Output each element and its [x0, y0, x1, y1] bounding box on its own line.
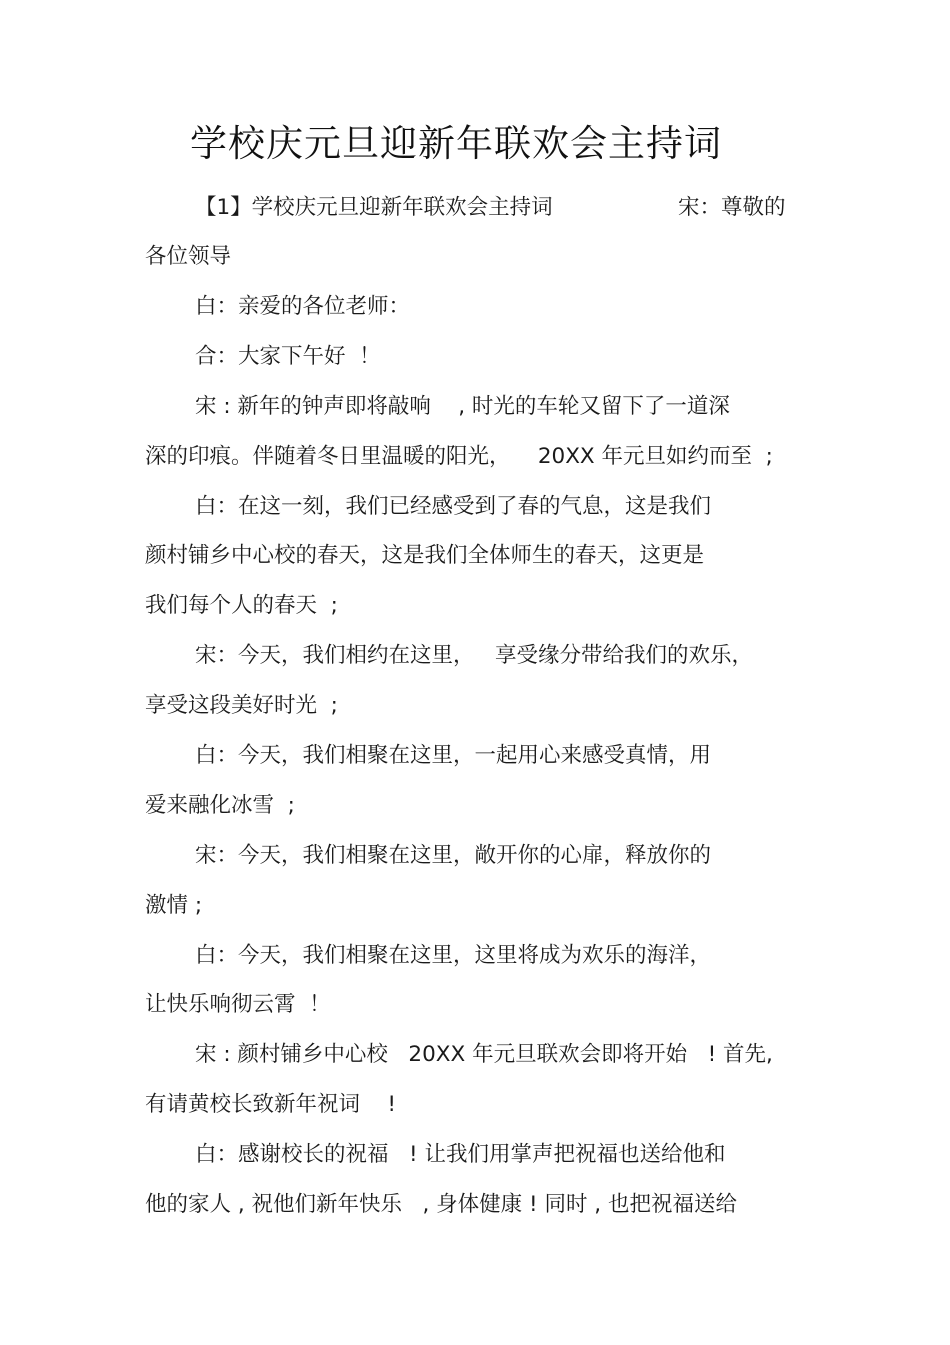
- text-line: 享受这段美好时光 ;: [145, 693, 338, 718]
- text-line: 白：今天，我们相聚在这里，这里将成为欢乐的海洋，: [195, 943, 712, 968]
- heading-right-text: 宋：尊敬的: [678, 195, 786, 220]
- document-title: 学校庆元旦迎新年联欢会主持词: [190, 122, 722, 165]
- text-line: 白：感谢校长的祝福 ! 让我们用掌声把祝福也送给他和: [195, 1142, 726, 1167]
- text-line: 颜村铺乡中心校的春天，这是我们全体师生的春天，这更是: [145, 543, 705, 568]
- text-line: 白：在这一刻，我们已经感受到了春的气息，这是我们: [195, 494, 712, 519]
- text-line: 白：亲爱的各位老师：: [195, 294, 411, 319]
- text-line: 激情 ;: [145, 893, 203, 918]
- text-line: 各位领导: [145, 244, 232, 269]
- text-line: 他的家人 , 祝他们新年快乐 , 身体健康 ! 同时 , 也把祝福送给: [145, 1192, 737, 1217]
- text-line: 合：大家下午好 ！: [195, 344, 381, 369]
- text-line: 宋：今天，我们相聚在这里，敞开你的心扉，释放你的: [195, 843, 712, 868]
- text-line: 深的印痕。伴随着冬日里温暖的阳光， 20XX 年元旦如约而至 ;: [145, 444, 773, 469]
- text-line: 宋：今天，我们相约在这里， 享受缘分带给我们的欢乐，: [195, 643, 754, 668]
- text-line: 宋 : 颜村铺乡中心校 20XX 年元旦联欢会即将开始 ! 首先,: [195, 1042, 773, 1067]
- text-line: 我们每个人的春天 ;: [145, 593, 338, 618]
- text-line: 宋 : 新年的钟声即将敲响 , 时光的车轮又留下了一道深: [195, 394, 730, 419]
- text-line: 白：今天，我们相聚在这里，一起用心来感受真情，用: [195, 743, 712, 768]
- heading-line: 【1】学校庆元旦迎新年联欢会主持词: [195, 195, 553, 220]
- text-line: 有请黄校长致新年祝词 !: [145, 1092, 396, 1117]
- text-line: 爱来融化冰雪 ;: [145, 793, 295, 818]
- text-line: 让快乐响彻云霄 ！: [145, 992, 331, 1017]
